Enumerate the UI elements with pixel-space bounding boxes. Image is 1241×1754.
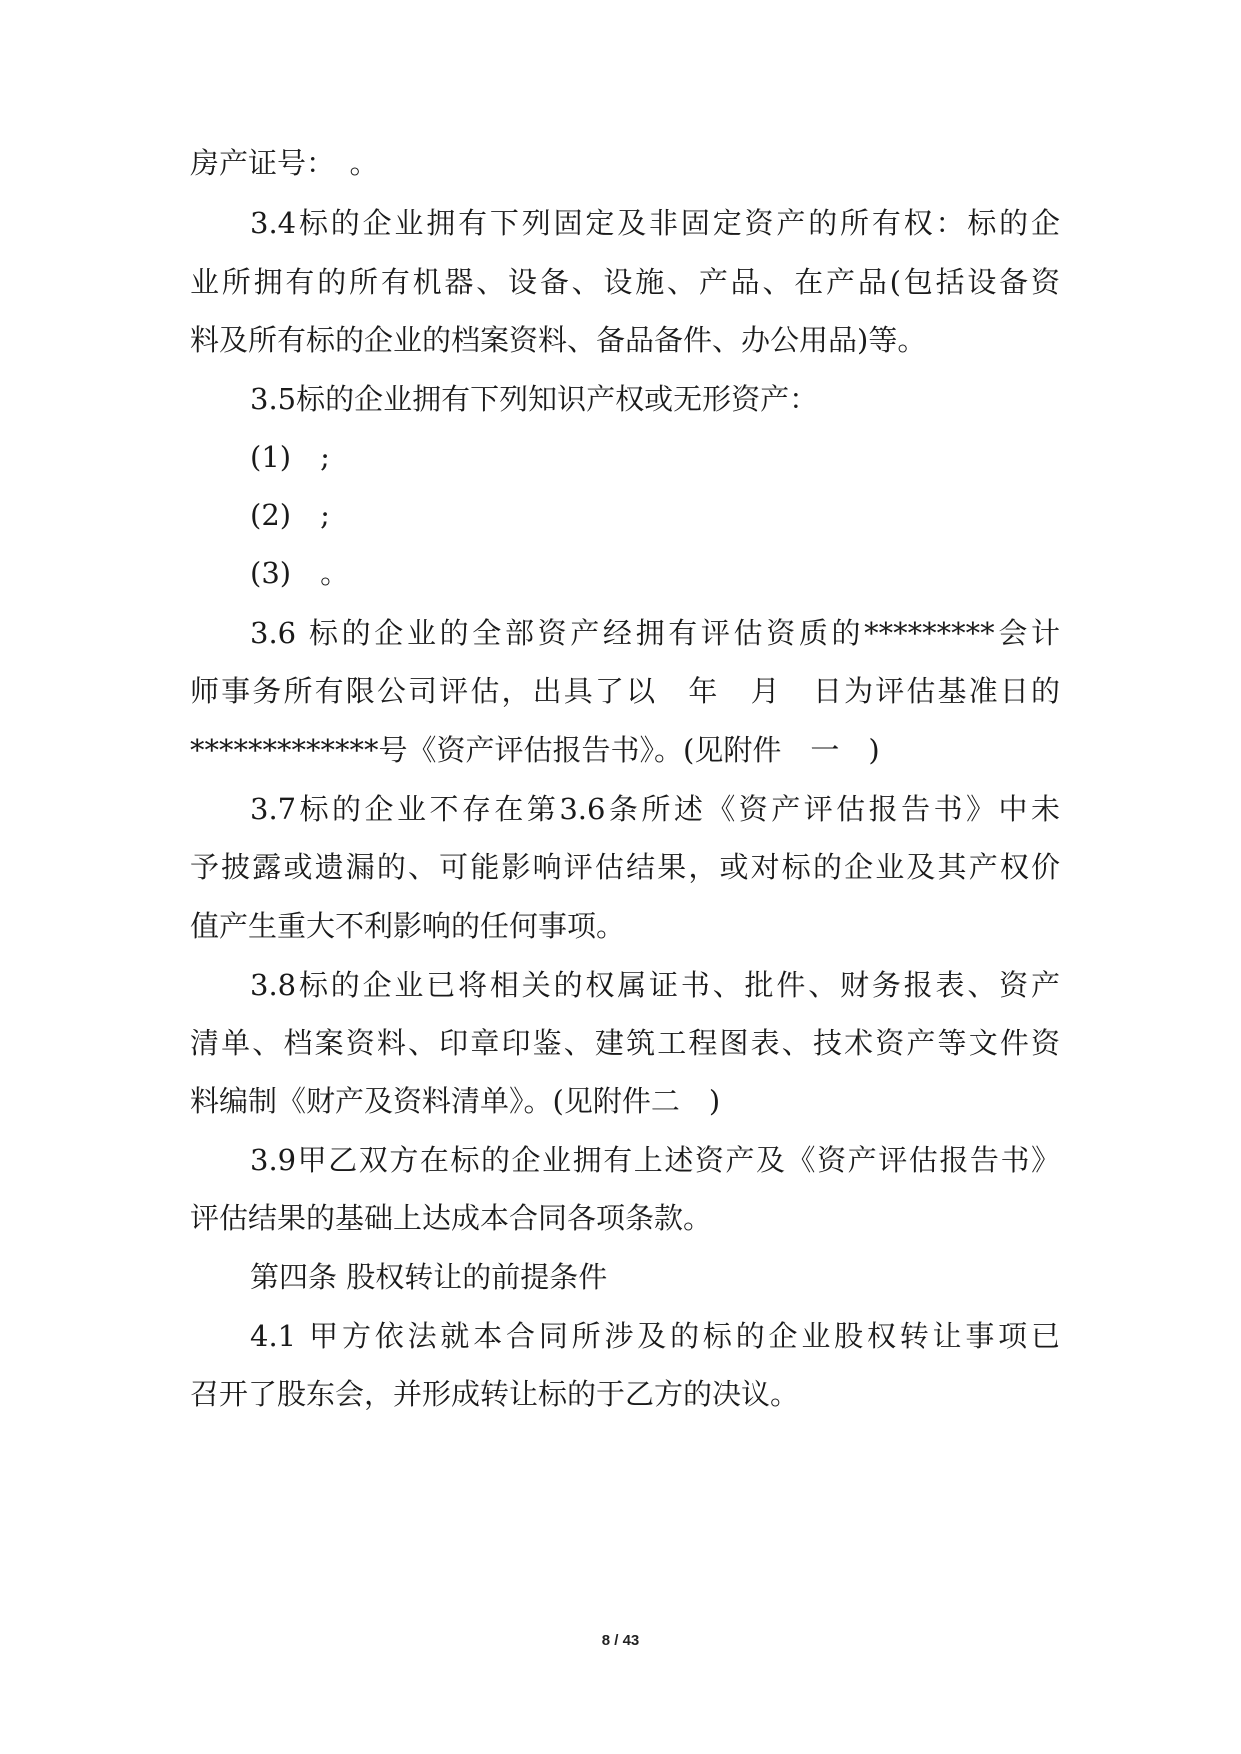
text-line-clause-4-1-a: 4.1 甲方依法就本合同所涉及的标的企业股权转让事项已 [250,1319,1060,1353]
text-line-property-cert: 房产证号： 。 [190,146,379,180]
page-number: 8 / 43 [601,1632,640,1649]
text-line-clause-3-4-a: 3.4标的企业拥有下列固定及非固定资产的所有权：标的企 [250,206,1060,240]
text-line-clause-3-4-c: 料及所有标的企业的档案资料、备品备件、办公用品)等。 [190,323,927,357]
section-heading-article-4: 第四条 股权转让的前提条件 [250,1260,608,1294]
text-line-clause-3-7-a: 3.7标的企业不存在第3.6条所述《资产评估报告书》中未 [250,792,1060,826]
text-line-clause-3-7-b: 予披露或遗漏的、可能影响评估结果，或对标的企业及其产权价 [190,850,1060,884]
text-line-clause-3-4-b: 业所拥有的所有机器、设备、设施、产品、在产品(包括设备资 [190,265,1060,299]
text-line-clause-3-9-a: 3.9甲乙双方在标的企业拥有上述资产及《资产评估报告书》 [250,1143,1060,1177]
text-line-clause-3-5: 3.5标的企业拥有下列知识产权或无形资产： [250,382,819,416]
text-line-clause-3-7-c: 值产生重大不利影响的任何事项。 [190,909,626,943]
text-line-clause-3-8-a: 3.8标的企业已将相关的权属证书、批件、财务报表、资产 [250,968,1060,1002]
text-line-item-2: (2) ; [250,498,330,532]
text-line-clause-3-8-c: 料编制《财产及资料清单》。(见附件二 ) [190,1084,721,1118]
text-line-item-3: (3) 。 [250,556,350,590]
text-line-clause-3-6-c: *************号《资产评估报告书》。(见附件 一 ) [190,733,880,767]
text-line-clause-3-6-b: 师事务所有限公司评估，出具了以 年 月 日为评估基准日的 [190,674,1060,708]
text-line-clause-3-6-a: 3.6 标的企业的全部资产经拥有评估资质的*********会计 [250,616,1060,650]
text-line-clause-3-9-b: 评估结果的基础上达成本合同各项条款。 [190,1201,713,1235]
text-line-clause-3-8-b: 清单、档案资料、印章印鉴、建筑工程图表、技术资产等文件资 [190,1026,1060,1060]
text-line-item-1: (1) ; [250,440,330,474]
text-line-clause-4-1-b: 召开了股东会，并形成转让标的于乙方的决议。 [190,1377,800,1411]
